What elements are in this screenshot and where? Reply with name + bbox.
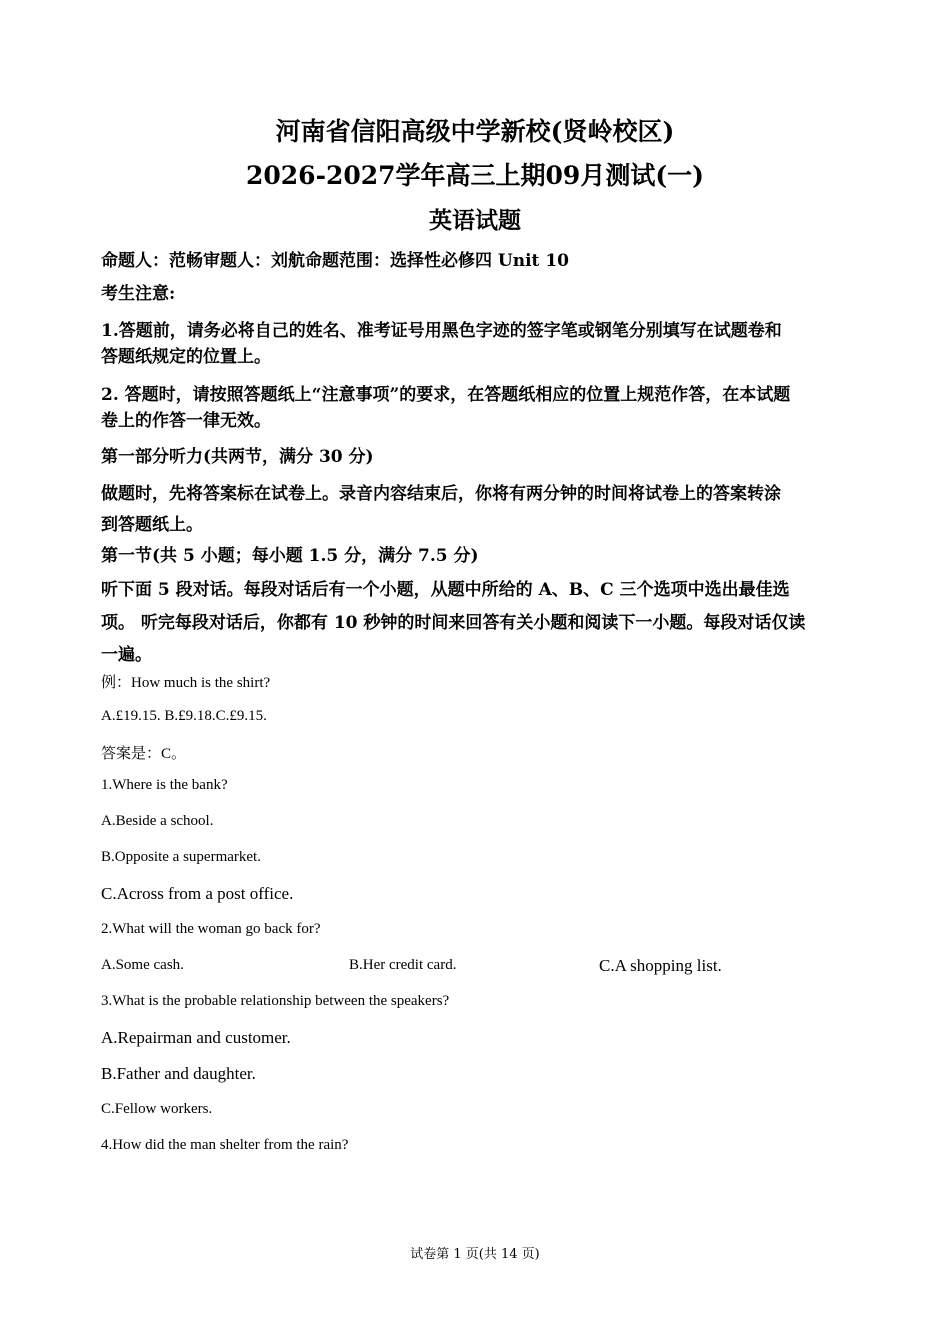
section1-instr-a: 听下面 5 段对话。每段对话后有一个小题，从题中所给的 A、B、C 三个选项中选出最佳选 <box>101 580 790 600</box>
notice-item-1a: 1.答题前，请务必将自己的姓名、准考证号用黑色字迹的签字笔或钢笔分别填写在试题卷和 <box>101 321 782 341</box>
page-footer: 试卷第 1 页(共 14 页) <box>410 1247 540 1262</box>
q1-option-a: A.Beside a school. <box>101 813 214 829</box>
q3-option-b: B.Father and daughter. <box>101 1064 256 1083</box>
notice-item-1b: 答题纸规定的位置上。 <box>101 347 271 367</box>
title-school: 河南省信阳高级中学新校(贤岭校区) <box>275 117 675 146</box>
question-4: 4.How did the man shelter from the rain? <box>101 1137 349 1153</box>
example-question: 例：How much is the shirt? <box>101 675 271 691</box>
title-subject: 英语试题 <box>429 207 521 234</box>
example-options: A.£19.15. B.£9.18.C.£9.15. <box>101 708 267 724</box>
question-2: 2.What will the woman go back for? <box>101 921 321 937</box>
q1-option-b: B.Opposite a supermarket. <box>101 849 261 865</box>
part1-instr-b: 到答题纸上。 <box>101 515 203 535</box>
q3-option-c: C.Fellow workers. <box>101 1101 213 1117</box>
section1-heading: 第一节(共 5 小题；每小题 1.5 分，满分 7.5 分) <box>101 546 479 566</box>
section1-instr-b: 项。 听完每段对话后，你都有 10 秒钟的时间来回答有关小题和阅读下一小题。每段对话仅读 <box>101 613 806 633</box>
question-3: 3.What is the probable relationship between the speakers? <box>101 993 450 1009</box>
q1-option-c: C.Across from a post office. <box>101 884 294 903</box>
q2-option-a: A.Some cash. <box>101 957 184 973</box>
notice-item-2a: 2. 答题时，请按照答题纸上“注意事项”的要求，在答题纸相应的位置上规范作答，在本试题 <box>101 385 791 405</box>
example-answer: 答案是：C。 <box>101 746 187 762</box>
notice-item-2b: 卷上的作答一律无效。 <box>101 411 271 431</box>
section1-instr-c: 一遍。 <box>101 645 152 665</box>
part1-heading: 第一部分听力(共两节，满分 30 分) <box>101 447 374 467</box>
notice-heading: 考生注意: <box>101 284 176 304</box>
q2-option-b: B.Her credit card. <box>349 957 457 973</box>
question-1: 1.Where is the bank? <box>101 777 228 793</box>
q3-option-a: A.Repairman and customer. <box>101 1028 291 1047</box>
part1-instr-a: 做题时，先将答案标在试卷上。录音内容结束后，你将有两分钟的时间将试卷上的答案转涂 <box>101 484 781 504</box>
q2-option-c: C.A shopping list. <box>599 956 722 975</box>
title-exam: 2026-2027学年高三上期09月测试(一) <box>246 161 704 190</box>
authors-line: 命题人：范畅审题人：刘航命题范围：选择性必修四 Unit 10 <box>101 251 569 271</box>
